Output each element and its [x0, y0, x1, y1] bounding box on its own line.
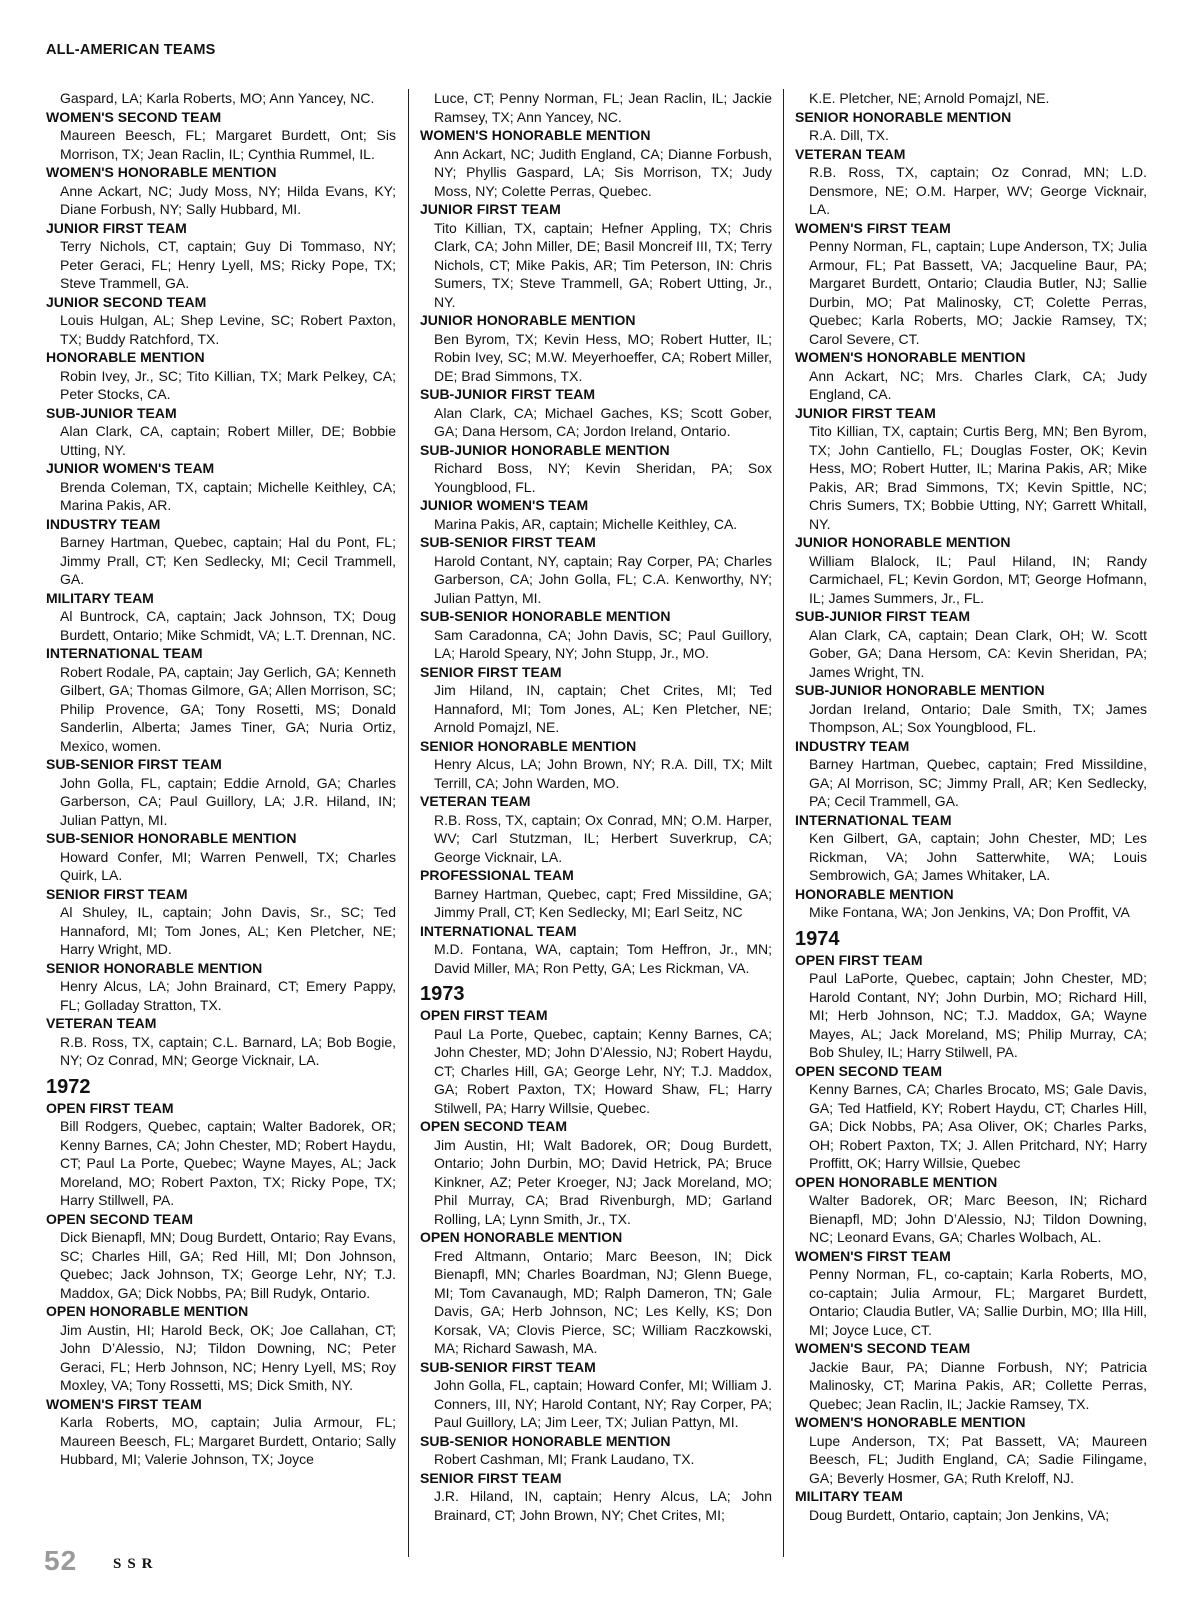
roster-entry: Lupe Anderson, TX; Pat Bassett, VA; Maureen Beesch, FL; Judith England, CA; Sadie Filingame, GA; Beverly Hosmer, GA; Ruth Kreloff, NJ.	[809, 1432, 1147, 1486]
section-heading: OPEN FIRST TEAM	[795, 951, 923, 968]
section-heading: HONORABLE MENTION	[795, 885, 954, 902]
roster-entry: Ann Ackart, NC; Judith England, CA; Dianne Forbush, NY; Phyllis Gaspard, LA; Sis Morrison, TX; Judy Moss, NY; Colette Perras, Quebec.	[434, 145, 772, 199]
roster-entry: Paul La Porte, Quebec, captain; Kenny Barnes, CA; John Chester, MD; John D’Alessio, NJ; Robert Haydu, CT; Charles Hill, GA; George Lehr, NY; T.J. Maddox, GA; Robert Paxton, TX; Howard Shaw, FL; Harry Stilwell, PA; Harry Willsie, Quebec.	[434, 1025, 772, 1116]
roster-entry: Penny Norman, FL, captain; Lupe Anderson, TX; Julia Armour, FL; Pat Bassett, VA; Jacqueline Baur, PA; Margaret Burdett, Ontario; Claudia Butler, NJ; Sallie Durbin, MO; Pat Malinosky, CT; Colette Perras, Quebec; Karla Roberts, MO; Jackie Ramsey, TX; Carol Severe, CT.	[809, 238, 1147, 347]
section-heading: VETERAN TEAM	[420, 793, 531, 809]
section-heading: OPEN FIRST TEAM	[420, 1007, 548, 1023]
roster-entry: Louis Hulgan, AL; Shep Levine, SC; Robert Paxton, TX; Buddy Ratchford, TX.	[60, 312, 396, 347]
section-heading: JUNIOR FIRST TEAM	[46, 219, 187, 236]
section-heading: VETERAN TEAM	[795, 145, 906, 162]
year-heading: 1973	[420, 983, 465, 1005]
roster-entry: Bill Rodgers, Quebec, captain; Walter Badorek, OR; Kenny Barnes, CA; John Chester, MD; Robert Haydu, CT; Paul La Porte, Quebec; Wayne Mayes, AL; Jack Moreland, MO; Robert Paxton, TX; Ricky Pope, TX; Harry Stillwell, PA.	[60, 1118, 396, 1208]
section-heading: OPEN SECOND TEAM	[420, 1118, 568, 1134]
roster-entry: R.B. Ross, TX, captain; Ox Conrad, MN; O.M. Harper, WV; Carl Stutzman, IL; Herbert Suverkrup, CA; George Vicknair, LA.	[434, 811, 772, 865]
section-heading: SENIOR HONORABLE MENTION	[46, 959, 263, 976]
roster-entry: Anne Ackart, NC; Judy Moss, NY; Hilda Evans, KY; Diane Forbush, NY; Sally Hubbard, MI.	[60, 182, 396, 217]
section-heading: MILITARY TEAM	[46, 589, 154, 606]
section-heading: SENIOR HONORABLE MENTION	[420, 737, 637, 754]
roster-entry: Jackie Baur, PA; Dianne Forbush, NY; Patricia Malinosky, CT; Marina Pakis, AR; Collette Perras, Quebec; Jean Raclin, IL; Jackie Ramsey, TX.	[809, 1358, 1147, 1412]
section-heading: OPEN HONORABLE MENTION	[46, 1303, 249, 1319]
year-heading: 1972	[46, 1075, 91, 1098]
section-heading: JUNIOR HONORABLE MENTION	[420, 312, 636, 328]
roster-entry: Gaspard, LA; Karla Roberts, MO; Ann Yancey, NC.	[60, 90, 375, 106]
roster-entry: Kenny Barnes, CA; Charles Brocato, MS; Gale Davis, GA; Ted Hatfield, KY; Robert Haydu, CT; Charles Hill, GA; Dick Nobbs, PA; Asa Oliver, OK; Charles Parks, OH; Robert Paxton, TX; J. Allen Pritchard, NY; Harry Proffitt, OK; Harry Willsie, Quebec	[809, 1081, 1147, 1171]
roster-entry: John Golla, FL, captain; Howard Confer, MI; William J. Conners, III, NY; Harold Contant, NY; Ray Corper, PA; Paul Guillory, LA; Jim Leer, TX; Julian Pattyn, MI.	[434, 1377, 772, 1430]
column-2	[420, 89, 772, 1524]
roster-entry: Ann Ackart, NC; Mrs. Charles Clark, CA; Judy England, CA.	[809, 367, 1147, 402]
section-heading: WOMEN'S FIRST TEAM	[46, 1395, 202, 1412]
running-head: ALL-AMERICAN TEAMS	[46, 42, 216, 58]
section-heading: WOMEN'S FIRST TEAM	[795, 219, 951, 236]
roster-entry: R.B. Ross, TX, captain; Oz Conrad, MN; L.D. Densmore, NE; O.M. Harper, WV; George Vicknair, LA.	[809, 164, 1147, 217]
section-heading: WOMEN'S SECOND TEAM	[795, 1340, 971, 1356]
section-heading: SENIOR HONORABLE MENTION	[795, 108, 1012, 125]
section-heading: WOMEN'S HONORABLE MENTION	[420, 127, 651, 143]
section-heading: SUB-JUNIOR HONORABLE MENTION	[420, 441, 670, 458]
roster-entry: Richard Boss, NY; Kevin Sheridan, PA; Sox Youngblood, FL.	[434, 460, 772, 495]
roster-entry: Paul LaPorte, Quebec, captain; John Chester, MD; Harold Contant, NY; John Durbin, MO; Richard Hill, MI; Herb Johnson, NC; T.J. Maddox, GA; Wayne Mayes, AL; Jack Moreland, MS; Philip Murray, CA; Bob Shuley, IL; Harry Stilwell, PA.	[809, 970, 1147, 1060]
section-heading: SENIOR FIRST TEAM	[420, 663, 562, 680]
section-heading: PROFESSIONAL TEAM	[420, 867, 574, 883]
roster-entry: Ben Byrom, TX; Kevin Hess, MO; Robert Hutter, IL; Robin Ivey, SC; M.W. Meyerhoeffer, CA; Robert Miller, DE; Brad Simmons, TX.	[434, 330, 772, 384]
section-heading: JUNIOR WOMEN'S TEAM	[420, 497, 589, 513]
roster-entry: K.E. Pletcher, NE; Arnold Pomajzl, NE.	[809, 90, 1050, 106]
roster-entry: Barney Hartman, Quebec, captain; Hal du Pont, FL; Jimmy Prall, CT; Ken Sedlecky, MI; Cecil Trammell, GA.	[60, 534, 396, 587]
section-heading: OPEN HONORABLE MENTION	[795, 1173, 998, 1190]
section-heading: INDUSTRY TEAM	[46, 515, 161, 532]
section-heading: WOMEN'S FIRST TEAM	[795, 1247, 951, 1264]
roster-entry: J.R. Hiland, IN, captain; Henry Alcus, LA; John Brainard, CT; John Brown, NY; Chet Crites, MI;	[434, 1488, 772, 1523]
roster-entry: Robert Cashman, MI; Frank Laudano, TX.	[434, 1451, 695, 1467]
section-heading: SENIOR FIRST TEAM	[420, 1469, 562, 1486]
section-heading: INTERNATIONAL TEAM	[795, 811, 952, 828]
roster-entry: Fred Altmann, Ontario; Marc Beeson, IN; Dick Bienapfl, MN; Charles Boardman, NJ; Glenn Buege, MI; Tom Cavanaugh, MD; Ralph Dameron, TN; Gale Davis, GA; Herb Johnson, NC; Les Kelly, KS; Don Korsak, VA; Clovis Pierce, SC; William Raczkowski, MA; Richard Sawash, MA.	[434, 1247, 772, 1356]
roster-entry: Terry Nichols, CT, captain; Guy Di Tommaso, NY; Peter Geraci, FL; Henry Lyell, MS; Ricky Pope, TX; Steve Trammell, GA.	[60, 238, 396, 291]
roster-entry: Alan Clark, CA, captain; Robert Miller, DE; Bobbie Utting, NY.	[60, 423, 396, 458]
roster-entry: Alan Clark, CA, captain; Dean Clark, OH; W. Scott Gober, GA; Dana Hersom, CA: Kevin Sheridan, PA; James Wright, TN.	[809, 626, 1147, 680]
roster-entry: Doug Burdett, Ontario, captain; Jon Jenkins, VA;	[809, 1506, 1110, 1523]
page-number: 52	[44, 1545, 78, 1576]
roster-entry: Robin Ivey, Jr., SC; Tito Killian, TX; Mark Pelkey, CA; Peter Stocks, CA.	[60, 367, 396, 402]
section-heading: JUNIOR SECOND TEAM	[46, 293, 207, 310]
year-heading: 1974	[795, 927, 840, 950]
roster-entry: Mike Fontana, WA; Jon Jenkins, VA; Don Proffit, VA	[809, 904, 1130, 920]
roster-entry: Jim Austin, HI; Harold Beck, OK; Joe Callahan, CT; John D’Alessio, NJ; Tildon Downing, NC; Peter Geraci, FL; Herb Johnson, NC; Henry Lyell, MS; Roy Moxley, VA; Tony Rossetti, MS; Dick Smith, NY.	[60, 1321, 396, 1393]
roster-entry: Barney Hartman, Quebec, captain; Fred Missildine, GA; Al Morrison, SC; Jimmy Prall, AR; Ken Sedlecky, PA; Cecil Trammell, GA.	[809, 756, 1147, 809]
roster-entry: Penny Norman, FL, co-captain; Karla Roberts, MO, co-captain; Julia Armour, FL; Margaret Burdett, Ontario; Claudia Butler, VA; Sallie Durbin, MO; Illa Hill, MI; Joyce Luce, CT.	[809, 1266, 1147, 1338]
roster-entry: R.B. Ross, TX, captain; C.L. Barnard, LA; Bob Bogie, NY; Oz Conrad, MN; George Vicknair, LA.	[60, 1033, 396, 1068]
roster-entry: Alan Clark, CA; Michael Gaches, KS; Scott Gober, GA; Dana Hersom, CA; Jordon Ireland, Ontario.	[434, 404, 772, 439]
roster-entry: Henry Alcus, LA; John Brainard, CT; Emery Pappy, FL; Golladay Stratton, TX.	[60, 978, 396, 1013]
roster-entry: Maureen Beesch, FL; Margaret Burdett, Ont; Sis Morrison, TX; Jean Raclin, IL; Cynthia Rummel, IL.	[60, 127, 396, 162]
section-heading: SUB-SENIOR FIRST TEAM	[420, 534, 596, 550]
magazine-name: SSR	[113, 1556, 159, 1572]
roster-entry: Tito Killian, TX, captain; Hefner Appling, TX; Chris Clark, CA; John Miller, DE; Basil Moncreif III, TX; Terry Nichols, CT; Mike Pakis, AR; Tim Peterson, IN: Chris Sumers, TX; Steve Trammell, GA; Robert Utting, Jr., NY.	[434, 219, 772, 310]
roster-entry: Karla Roberts, MO, captain; Julia Armour, FL; Maureen Beesch, FL; Margaret Burdett, Ontario; Sally Hubbard, MI; Valerie Johnson, TX; Joyce	[60, 1414, 396, 1467]
roster-entry: Harold Contant, NY, captain; Ray Corper, PA; Charles Garberson, CA; John Golla, FL; C.A. Kenworthy, NY; Julian Pattyn, MI.	[434, 552, 772, 606]
section-heading: SUB-SENIOR HONORABLE MENTION	[46, 830, 297, 846]
section-heading: SUB-JUNIOR HONORABLE MENTION	[795, 682, 1045, 698]
roster-entry: Marina Pakis, AR, captain; Michelle Keithley, CA.	[434, 515, 738, 532]
section-heading: SUB-SENIOR FIRST TEAM	[46, 756, 222, 772]
section-heading: WOMEN'S SECOND TEAM	[46, 108, 222, 125]
section-heading: SUB-JUNIOR FIRST TEAM	[795, 608, 970, 624]
section-heading: SENIOR FIRST TEAM	[46, 885, 188, 902]
section-heading: INTERNATIONAL TEAM	[46, 645, 203, 661]
section-heading: INDUSTRY TEAM	[795, 737, 910, 754]
section-heading: INTERNATIONAL TEAM	[420, 922, 577, 939]
section-heading: SUB-SENIOR HONORABLE MENTION	[420, 1432, 671, 1449]
roster-entry: Jim Hiland, IN, captain; Chet Crites, MI; Ted Hannaford, MI; Tom Jones, AL; Ken Pletcher, NE; Arnold Pomajzl, NE.	[434, 682, 772, 735]
roster-entry: Ken Gilbert, GA, captain; John Chester, MD; Les Rickman, VA; John Satterwhite, WA; Louis Sembrowich, GA; James Whitaker, LA.	[809, 830, 1147, 883]
roster-entry: William Blalock, IL; Paul Hiland, IN; Randy Carmichael, FL; Kevin Gordon, MT; George Hofmann, IL; James Summers, Jr., FL.	[809, 552, 1147, 606]
column-3	[795, 89, 1147, 1524]
section-heading: VETERAN TEAM	[46, 1015, 157, 1031]
section-heading: SUB-SENIOR FIRST TEAM	[420, 1358, 596, 1375]
section-heading: MILITARY TEAM	[795, 1488, 903, 1504]
roster-entry: Henry Alcus, LA; John Brown, NY; R.A. Dill, TX; Milt Terrill, CA; John Warden, MO.	[434, 756, 772, 791]
section-heading: WOMEN'S HONORABLE MENTION	[46, 164, 277, 180]
section-heading: SUB-SENIOR HONORABLE MENTION	[420, 608, 671, 624]
roster-entry: M.D. Fontana, WA, captain; Tom Heffron, Jr., MN; David Miller, MA; Ron Petty, GA; Les Rickman, VA.	[434, 941, 772, 976]
section-heading: JUNIOR FIRST TEAM	[420, 201, 561, 217]
roster-entry: Al Buntrock, CA, captain; Jack Johnson, TX; Doug Burdett, Ontario; Mike Schmidt, VA; L.T. Drennan, NC.	[60, 608, 396, 643]
section-heading: OPEN SECOND TEAM	[795, 1062, 943, 1079]
section-heading: WOMEN'S HONORABLE MENTION	[795, 349, 1026, 365]
roster-entry: Walter Badorek, OR; Marc Beeson, IN; Richard Bienapfl, MD; John D’Alessio, NJ; Tildon Downing, NC; Leonard Evans, GA; Charles Wolbach, AL.	[809, 1192, 1147, 1245]
section-heading: JUNIOR HONORABLE MENTION	[795, 534, 1011, 550]
section-heading: JUNIOR FIRST TEAM	[795, 404, 936, 421]
section-heading: OPEN SECOND TEAM	[46, 1210, 194, 1227]
section-heading: OPEN FIRST TEAM	[46, 1099, 174, 1116]
section-heading: SUB-JUNIOR FIRST TEAM	[420, 386, 595, 402]
roster-entry: Dick Bienapfl, MN; Doug Burdett, Ontario; Ray Evans, SC; Charles Hill, GA; Red Hill, MI; Don Johnson, Quebec; Jack Johnson, TX; George Lehr, NY; T.J. Maddox, GA; Dick Nobbs, PA; Bill Rudyk, Ontario.	[60, 1229, 396, 1301]
roster-entry: Jim Austin, HI; Walt Badorek, OR; Doug Burdett, Ontario; John Durbin, MO; David Hetrick, PA; Bruce Kinkner, AZ; Peter Kroeger, NJ; Jack Moreland, MO; Phil Murray, CA; Brad Rivenburgh, MD; Garland Rolling, LA; Lynn Smith, Jr., TX.	[434, 1136, 772, 1227]
roster-entry: Tito Killian, TX, captain; Curtis Berg, MN; Ben Byrom, TX; John Cantiello, FL; Douglas Foster, OK; Kevin Hess, MO; Robert Hutter, IL; Marina Pakis, AR; Mike Pakis, AR; Brad Simmons, TX; Kevin Spittle, NC; Chris Sumers, TX; Bobbie Utting, NY; Garrett Whitall, NY.	[809, 423, 1147, 532]
roster-entry: Jordan Ireland, Ontario; Dale Smith, TX; James Thompson, AL; Sox Youngblood, FL.	[809, 700, 1147, 735]
roster-entry: Barney Hartman, Quebec, capt; Fred Missildine, GA; Jimmy Prall, CT; Ken Sedlecky, MI; Earl Seitz, NC	[434, 885, 772, 920]
roster-entry: Brenda Coleman, TX, captain; Michelle Keithley, CA; Marina Pakis, AR.	[60, 478, 396, 513]
column-rule	[783, 89, 784, 1557]
roster-entry: Robert Rodale, PA, captain; Jay Gerlich, GA; Kenneth Gilbert, GA; Thomas Gilmore, GA; Allen Morrison, SC; Philip Provence, GA; Tony Rosetti, MS; Donald Sanderlin, Alberta; James Tiner, GA; Nuria Ortiz, Mexico, women.	[60, 663, 396, 754]
section-heading: HONORABLE MENTION	[46, 349, 205, 365]
roster-entry: Al Shuley, IL, captain; John Davis, Sr., SC; Ted Hannaford, MI; Tom Jones, AL; Ken Pletcher, NE; Harry Wright, MD.	[60, 904, 396, 957]
section-heading: OPEN HONORABLE MENTION	[420, 1229, 623, 1245]
roster-entry: Howard Confer, MI; Warren Penwell, TX; Charles Quirk, LA.	[60, 848, 396, 883]
roster-entry: Luce, CT; Penny Norman, FL; Jean Raclin, IL; Jackie Ramsey, TX; Ann Yancey, NC.	[434, 90, 772, 125]
column-1	[46, 89, 396, 1469]
column-rule	[408, 89, 409, 1557]
section-heading: WOMEN'S HONORABLE MENTION	[795, 1414, 1026, 1430]
section-heading: JUNIOR WOMEN'S TEAM	[46, 460, 215, 476]
section-heading: SUB-JUNIOR TEAM	[46, 404, 177, 421]
roster-entry: Sam Caradonna, CA; John Davis, SC; Paul Guillory, LA; Harold Speary, NY; John Stupp, Jr., MO.	[434, 626, 772, 661]
roster-entry: John Golla, FL, captain; Eddie Arnold, GA; Charles Garberson, CA; Paul Guillory, LA; J.R. Hiland, IN; Julian Pattyn, MI.	[60, 774, 396, 828]
roster-entry: R.A. Dill, TX.	[809, 127, 889, 143]
